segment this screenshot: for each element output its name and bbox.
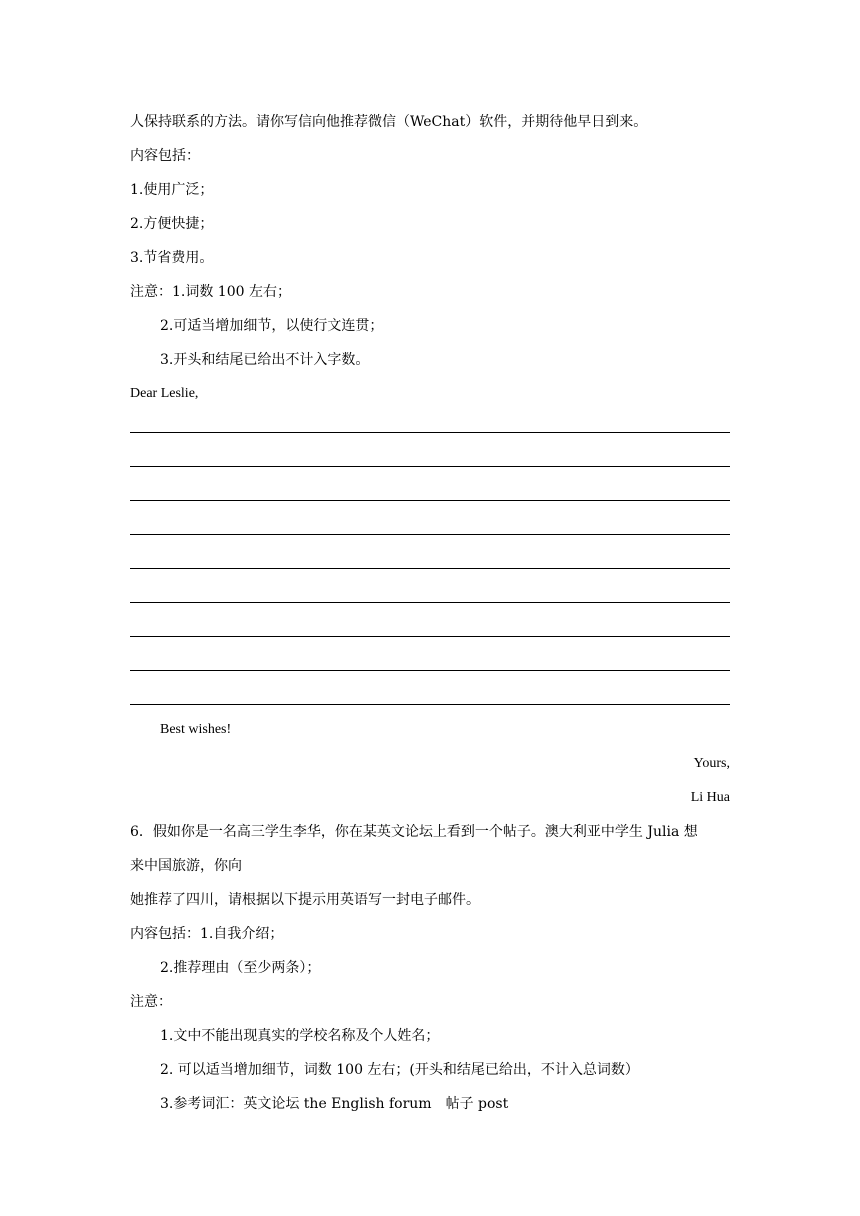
task5-note-1: 注意：1.词数 100 左右；: [130, 284, 291, 300]
task5-content-heading: 内容包括：: [130, 148, 200, 164]
task5-point-1: 1.使用广泛；: [130, 182, 214, 198]
answer-line: [130, 602, 730, 603]
answer-line: [130, 500, 730, 501]
task6-note-heading: 注意：: [130, 994, 172, 1010]
task6-content-1: 内容包括：1.自我介绍；: [130, 926, 284, 942]
task6-note-2: 2. 可以适当增加细节，词数 100 左右；(开头和结尾已给出，不计入总词数）: [160, 1062, 639, 1078]
letter-closing: Best wishes!: [160, 722, 232, 737]
intro-tail-text: 人保持联系的方法。请你写信向他推荐微信（WeChat）软件，并期待他早日到来。: [130, 114, 648, 130]
task5-note-2: 2.可适当增加细节，以使行文连贯；: [160, 318, 384, 334]
task6-prompt-line-2: 来中国旅游，你向: [130, 858, 242, 874]
answer-line: [130, 704, 730, 705]
answer-line: [130, 568, 730, 569]
answer-line: [130, 432, 730, 433]
task6-prompt-line-1: 6．假如你是一名高三学生李华，你在某英文论坛上看到一个帖子。澳大利亚中学生 Julia 想: [130, 824, 698, 840]
letter-signature: Li Hua: [690, 790, 730, 805]
task6-content-2: 2.推荐理由（至少两条）；: [160, 960, 321, 976]
task5-note-3: 3.开头和结尾已给出不计入字数。: [160, 352, 370, 368]
answer-line: [130, 636, 730, 637]
letter-signoff: Yours,: [693, 756, 730, 771]
answer-line: [130, 534, 730, 535]
letter-salutation: Dear Leslie,: [130, 386, 199, 401]
task5-point-3: 3.节省费用。: [130, 250, 214, 266]
task6-prompt-line-3: 她推荐了四川，请根据以下提示用英语写一封电子邮件。: [130, 892, 480, 908]
task6-note-1: 1.文中不能出现真实的学校名称及个人姓名；: [160, 1028, 440, 1044]
task5-point-2: 2.方便快捷；: [130, 216, 214, 232]
answer-line: [130, 466, 730, 467]
task6-note-3: 3.参考词汇：英文论坛 the English forum 帖子 post: [160, 1096, 509, 1112]
answer-line: [130, 670, 730, 671]
